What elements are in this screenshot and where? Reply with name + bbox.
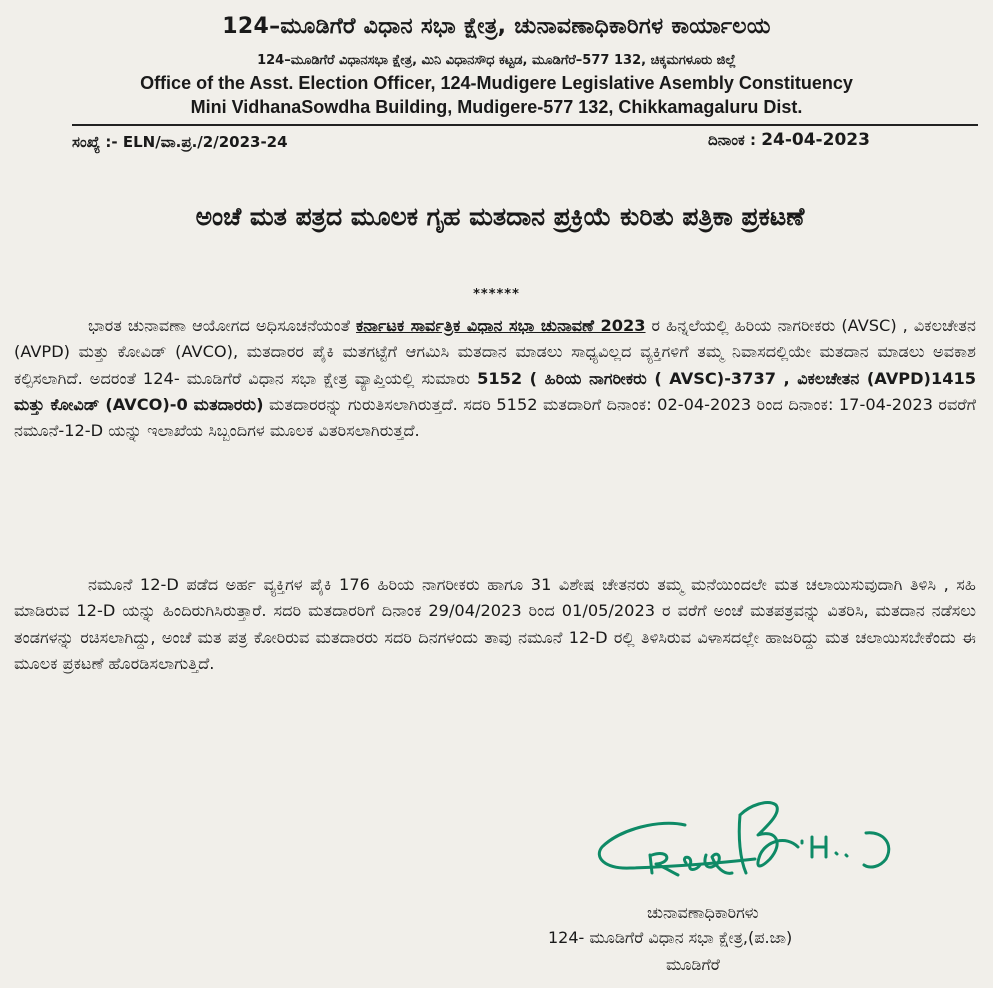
para1-text-2: ರ ಹಿನ್ನಲೆಯಲ್ಲಿ ಹಿರಿಯ ನಾಗರೀಕರು (AVSC) , ವಿಕಲಚೇತನ (AVPD) ಮತ್ತು ಕೋವಿಡ್ (AVCO), ಮತದಾರರ ಪೈಕಿ ಮತಗಟ್ಟೆಗೆ ಆಗಮಿಸಿ ಮತದಾನ ಮಾಡಲು ಸಾಧ್ಯವಿಲ್ಲದ ವ್ಯಕ್ತಿಗಳಿಗೆ ತಮ್ಮ ನಿವಾಸದಲ್ಲಿಯೇ ಮತದಾನ ಮಾಡಲು ಅವಕಾಶ ಕಲ್ಪಿಸಲಾಗಿದೆ. ಅದರಂತೆ 124- ಮೂಡಿಗೆರೆ ವಿಧಾನ ಸಭಾ ಕ್ಷೇತ್ರ ವ್ಯಾಪ್ತಿಯಲ್ಲಿ ಸುಮಾರು [14,316,977,388]
signature-mark [590,775,920,895]
office-address-kannada: 124–ಮೂಡಿಗೆರೆ ವಿಧಾನಸಭಾ ಕ್ಷೇತ್ರ, ಮಿನಿ ವಿಧಾನಸೌಧ ಕಟ್ಟಡ, ಮೂಡಿಗೆರೆ–577 132, ಚಿಕ್ಕಮಗಳೂರು ಜಿಲ್ಲೆ [257,53,736,68]
voter-count-emphasis: 5152 ( ಹಿರಿಯ ನಾಗರೀಕರು ( AVSC)-3737 , ವಿಕಲಚೇತನ (AVPD)1415 ಮತ್ತು ಕೋವಿಡ್ (AVCO)-0 ಮತದಾರರು) [14,368,976,414]
paragraph-1 [14,313,976,444]
signatory-constituency: 124- ಮೂಡಿಗೆರೆ ವಿಧಾನ ಸಭಾ ಕ್ಷೇತ್ರ,(ಪ.ಜಾ) [548,928,793,947]
document-title: ಅಂಚೆ ಮತ ಪತ್ರದ ಮೂಲಕ ಗೃಹ ಮತದಾನ ಪ್ರಕ್ರಿಯೆ ಕುರಿತು ಪತ್ರಿಕಾ ಪ್ರಕಟಣೆ [195,202,805,231]
office-address-english: Mini VidhanaSowdha Building, Mudigere-577 132, Chikkamagaluru Dist. [190,97,803,117]
date-label: ದಿನಾಂಕ : [708,131,756,149]
office-title-kannada: 124–ಮೂಡಿಗೆರೆ ವಿಧಾನ ಸಭಾ ಕ್ಷೇತ್ರ, ಚುನಾವಣಾಧಿಕಾರಿಗಳ ಕಾರ್ಯಾಲಯ [222,14,771,39]
title-separator: ****** [473,287,520,302]
paragraph-2: ನಮೂನೆ 12-D ಪಡೆದ ಅರ್ಹ ವ್ಯಕ್ತಿಗಳ ಪೈಕಿ 176 ಹಿರಿಯ ನಾಗರೀಕರು ಹಾಗೂ 31 ವಿಶೇಷ ಚೇತನರು ತಮ್ಮ ಮನೆಯಿಂದಲೇ ಮತ ಚಲಾಯಿಸುವುದಾಗಿ ತಿಳಿಸಿ , ಸಹಿ ಮಾಡಿರುವ 12-D ಯನ್ನು ಹಿಂದಿರುಗಿಸಿರುತ್ತಾರೆ. ಸದರಿ ಮತದಾರರಿಗೆ ದಿನಾಂಕ 29/04/2023 ರಿಂದ 01/05/2023 ರ ವರೆಗೆ ಅಂಚೆ ಮತಪತ್ರವನ್ನು ವಿತರಿಸಿ, ಮತದಾನ ನಡೆಸಲು ತಂಡಗಳನ್ನು ರಚಿಸಲಾಗಿದ್ದು, ಅಂಚೆ ಮತ ಪತ್ರ ಕೋರಿರುವ ಮತದಾರರು ಸದರಿ ದಿನಗಳಂದು ತಾವು ನಮೂನೆ 12-D ರಲ್ಲಿ ತಿಳಿಸಿರುವ ವಿಳಾಸದಲ್ಲೇ ಹಾಜರಿದ್ದು ಮತ ಚಲಾಯಿಸಬೇಕೆಂದು ಈ ಮೂಲಕ ಪ್ರಕಟಣೆ ಹೊರಡಿಸಲಾಗುತ್ತಿದೆ. [14,575,976,673]
para1-text-1: ಭಾರತ ಚುನಾವಣಾ ಆಯೋಗದ ಅಧಿಸೂಚನೆಯಂತೆ [88,316,356,335]
signature-mark-text: Raj H. [590,775,593,776]
election-name-emphasis: ಕರ್ನಾಟಕ ಸಾರ್ವತ್ರಿಕ ವಿಧಾನ ಸಭಾ ಚುನಾವಣೆ 2023 [356,316,646,335]
signatory-designation: ಚುನಾವಣಾಧಿಕಾರಿಗಳು [647,903,759,922]
document-date [708,130,870,150]
signature-strokes [599,803,888,875]
para1-text-3: ಮತದಾರರನ್ನು ಗುರುತಿಸಲಾಗಿರುತ್ತದೆ. ಸದರಿ 5152 ಮತದಾರಿಗೆ ದಿನಾಂಕ: 02-04-2023 ರಿಂದ ದಿನಾಂಕ: 17-04-2023 ರವರೆಗೆ ನಮೂನೆ-12-D ಯನ್ನು ಇಲಾಖೆಯ ಸಿಬ್ಬಂದಿಗಳ ಮೂಲಕ ವಿತರಿಸಲಾಗಿರುತ್ತದೆ. [14,394,977,441]
date-value: 24-04-2023 [761,130,870,150]
reference-number: ಸಂಖ್ಯೆ :- ELN/ವಾ.ಪ್ರ./2/2023-24 [72,133,288,151]
office-title-english: Office of the Asst. Election Officer, 124-Mudigere Legislative Asembly Constituency [140,73,853,93]
header-divider [72,124,978,126]
signatory-place: ಮೂಡಿಗೆರೆ [666,955,720,974]
